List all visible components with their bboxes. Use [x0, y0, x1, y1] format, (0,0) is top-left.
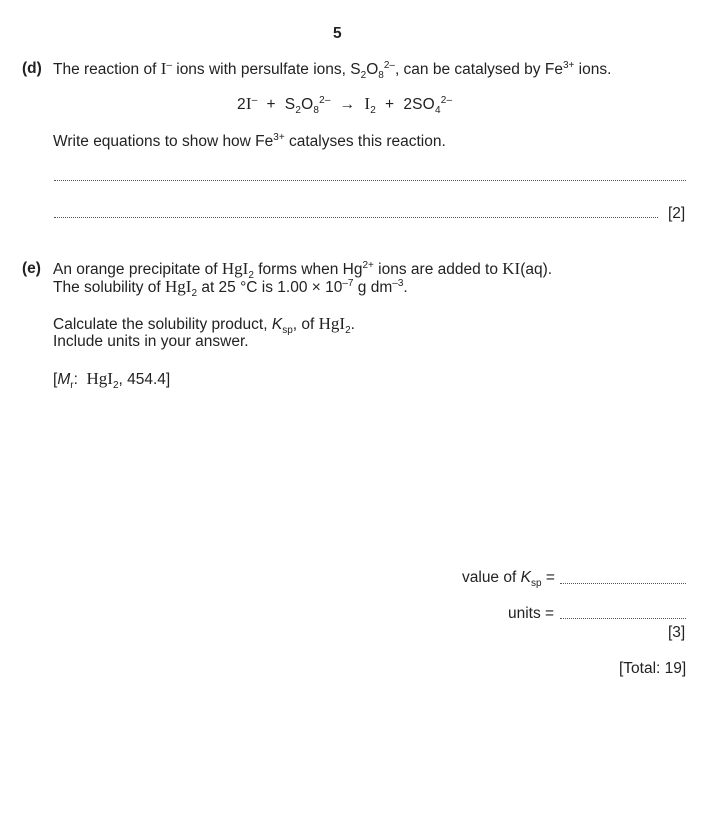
- ksp-value-field[interactable]: [560, 583, 686, 584]
- part-e-calculate: Calculate the solubility product, $K_{sp}$, of HgI$_2$.: [53, 314, 355, 336]
- ksp-units-field[interactable]: [560, 618, 686, 619]
- total-marks: [Total: 19]: [619, 660, 687, 677]
- part-d-intro: The reaction of I– ions with persulfate ions, $S_2O_8^{2-}$, can be catalysed by $Fe^{3+}$ ions.: [53, 59, 612, 81]
- answer-line-1[interactable]: [54, 180, 686, 181]
- part-e-include-units: Include units in your answer.: [53, 333, 249, 350]
- part-e-marks: [3]: [668, 624, 686, 641]
- part-e-line-1: An orange precipitate of HgI$_2$ forms when $Hg^{2+}$ ions are added to KI(aq).: [53, 259, 553, 281]
- part-d-label: (d): [22, 60, 42, 77]
- page-number: 5: [333, 25, 342, 42]
- ksp-units-label: units =: [508, 605, 555, 622]
- part-d-instruction: Write equations to show how $Fe^{3+}$ catalyses this reaction.: [53, 132, 446, 150]
- part-e-label: (e): [22, 260, 41, 277]
- persulfate-equation: $2I^- + S_2O_8^{2-} \to I_2 + 2SO_4^{2-}$: [237, 94, 453, 116]
- answer-line-2[interactable]: [54, 217, 658, 218]
- part-d-marks: [2]: [668, 205, 686, 222]
- molar-mass-info: [$M_r$: HgI$_2$, 454.4]: [53, 369, 171, 391]
- ksp-value-label: value of $K_{sp}$ =: [462, 569, 555, 589]
- part-e-line-2: The solubility of HgI$_2$ at 25 °C is $1.00 \times 10^{-7}$ g $dm^{-3}$.: [53, 277, 408, 299]
